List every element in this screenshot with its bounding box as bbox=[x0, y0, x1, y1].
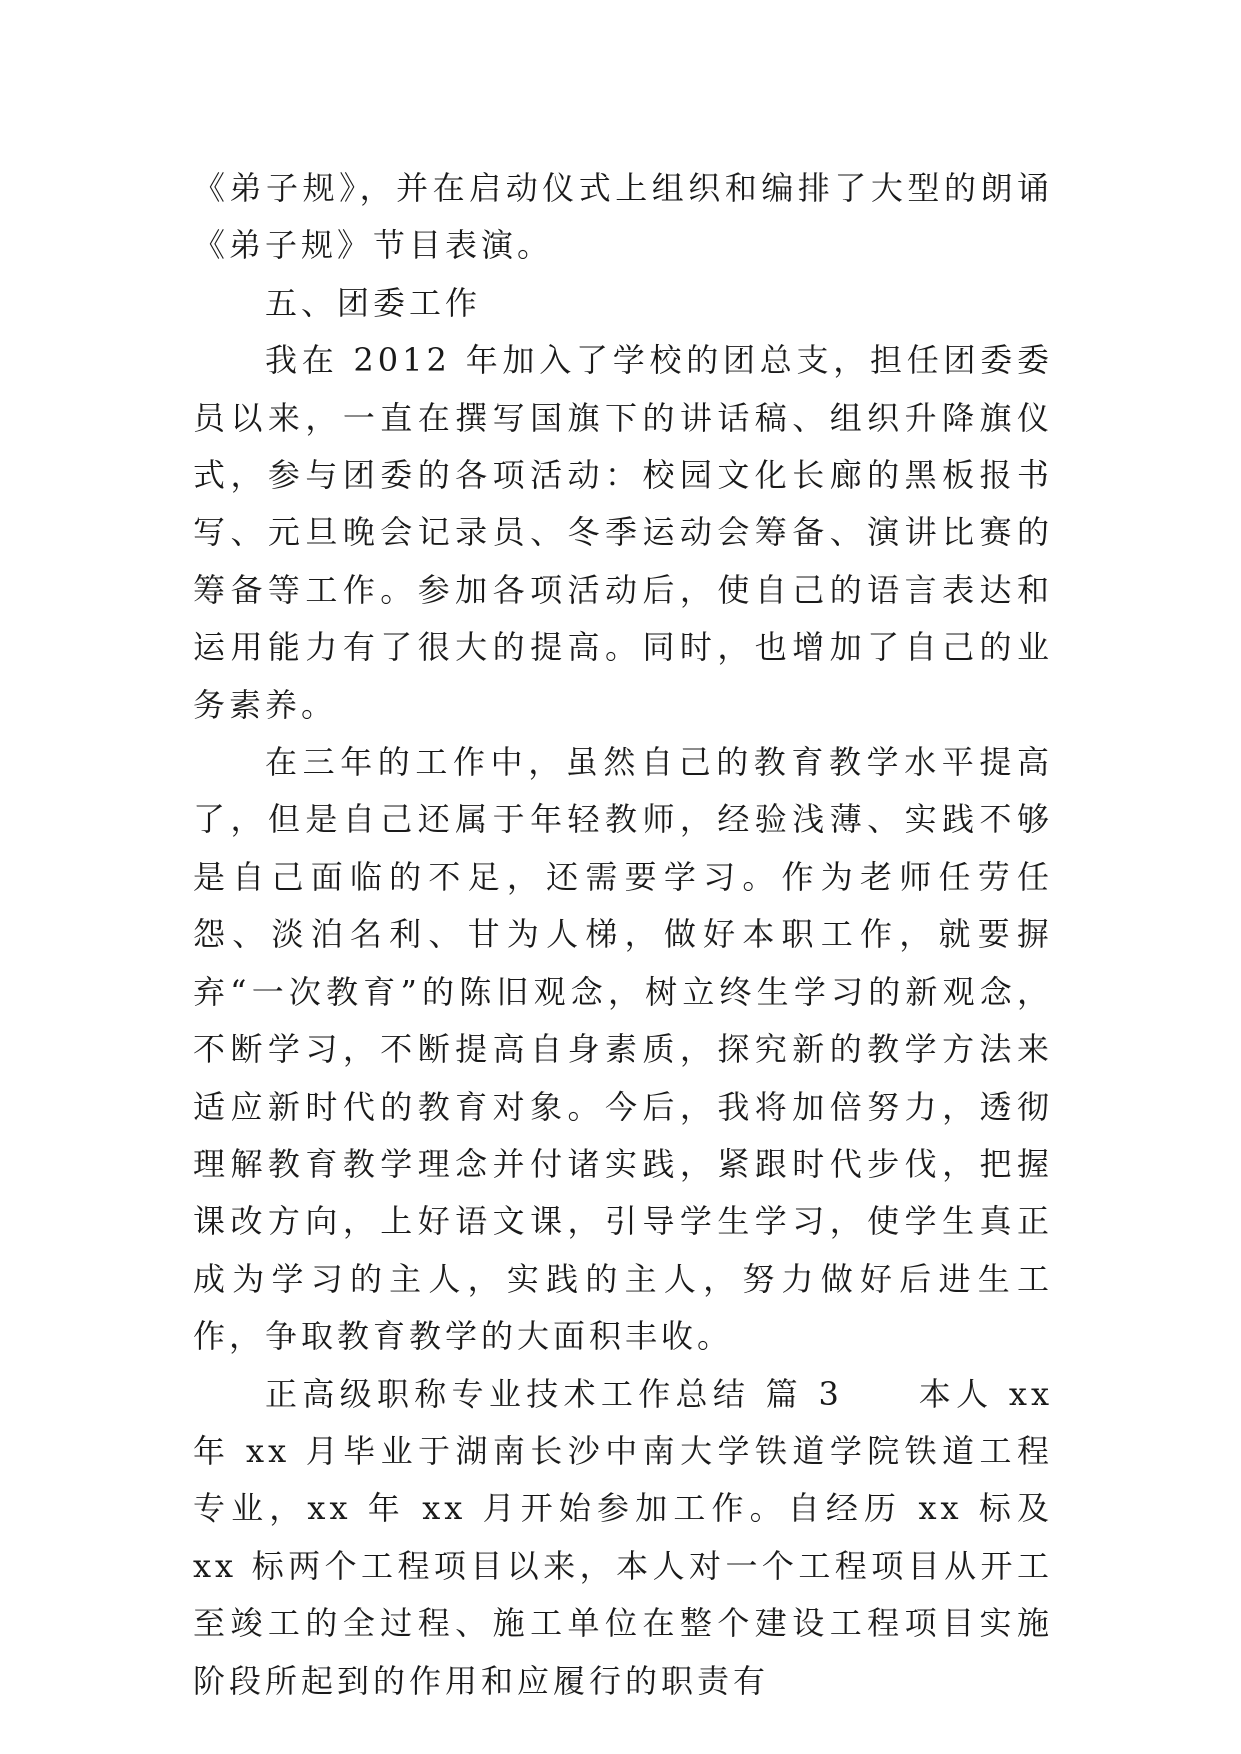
body-paragraph: 正高级职称专业技术工作总结 篇 3 本人 xx 年 xx 月毕业于湖南长沙中南大学铁道学院铁道工程专业，xx 年 xx 月开始参加工作。自经历 xx 标及 xx 标两个工程项目以来，本人对一个工程项目从开工至竣工的全过程、施工单位在整个建设工程项目实施阶段所起到的作用和应履行的职责有 bbox=[193, 1374, 1053, 1700]
continuation-paragraph: 《弟子规》，并在启动仪式上组织和编排了大型的朗诵《弟子规》节目表演。 bbox=[193, 169, 1053, 265]
body-paragraph: 我在 2012 年加入了学校的团总支，担任团委委员以来，一直在撰写国旗下的讲话稿、组织升降旗仪式，参与团委的各项活动：校园文化长廊的黑板报书写、元旦晚会记录员、冬季运动会筹备、演讲比赛的筹备等工作。参加各项活动后，使自己的语言表达和运用能力有了很大的提高。同时，也增加了自己的业务素养。 bbox=[193, 341, 1053, 724]
section-heading: 五、团委工作 bbox=[265, 283, 482, 322]
body-paragraph: 在三年的工作中，虽然自己的教育教学水平提高了，但是自己还属于年轻教师，经验浅薄、实践不够是自己面临的不足，还需要学习。作为老师任劳任怨、淡泊名利、甘为人梯，做好本职工作，就要摒弃“一次教育”的陈旧观念，树立终生学习的新观念，不断学习，不断提高自身素质，探究新的教学方法来适应新时代的教育对象。今后，我将加倍努力，透彻理解教育教学理念并付诸实践，紧跟时代步伐，把握课改方向，上好语文课，引导学生学习，使学生真正成为学习的主人，实践的主人，努力做好后进生工作，争取教育教学的大面积丰收。 bbox=[193, 743, 1053, 1356]
document-body bbox=[193, 160, 1053, 1710]
